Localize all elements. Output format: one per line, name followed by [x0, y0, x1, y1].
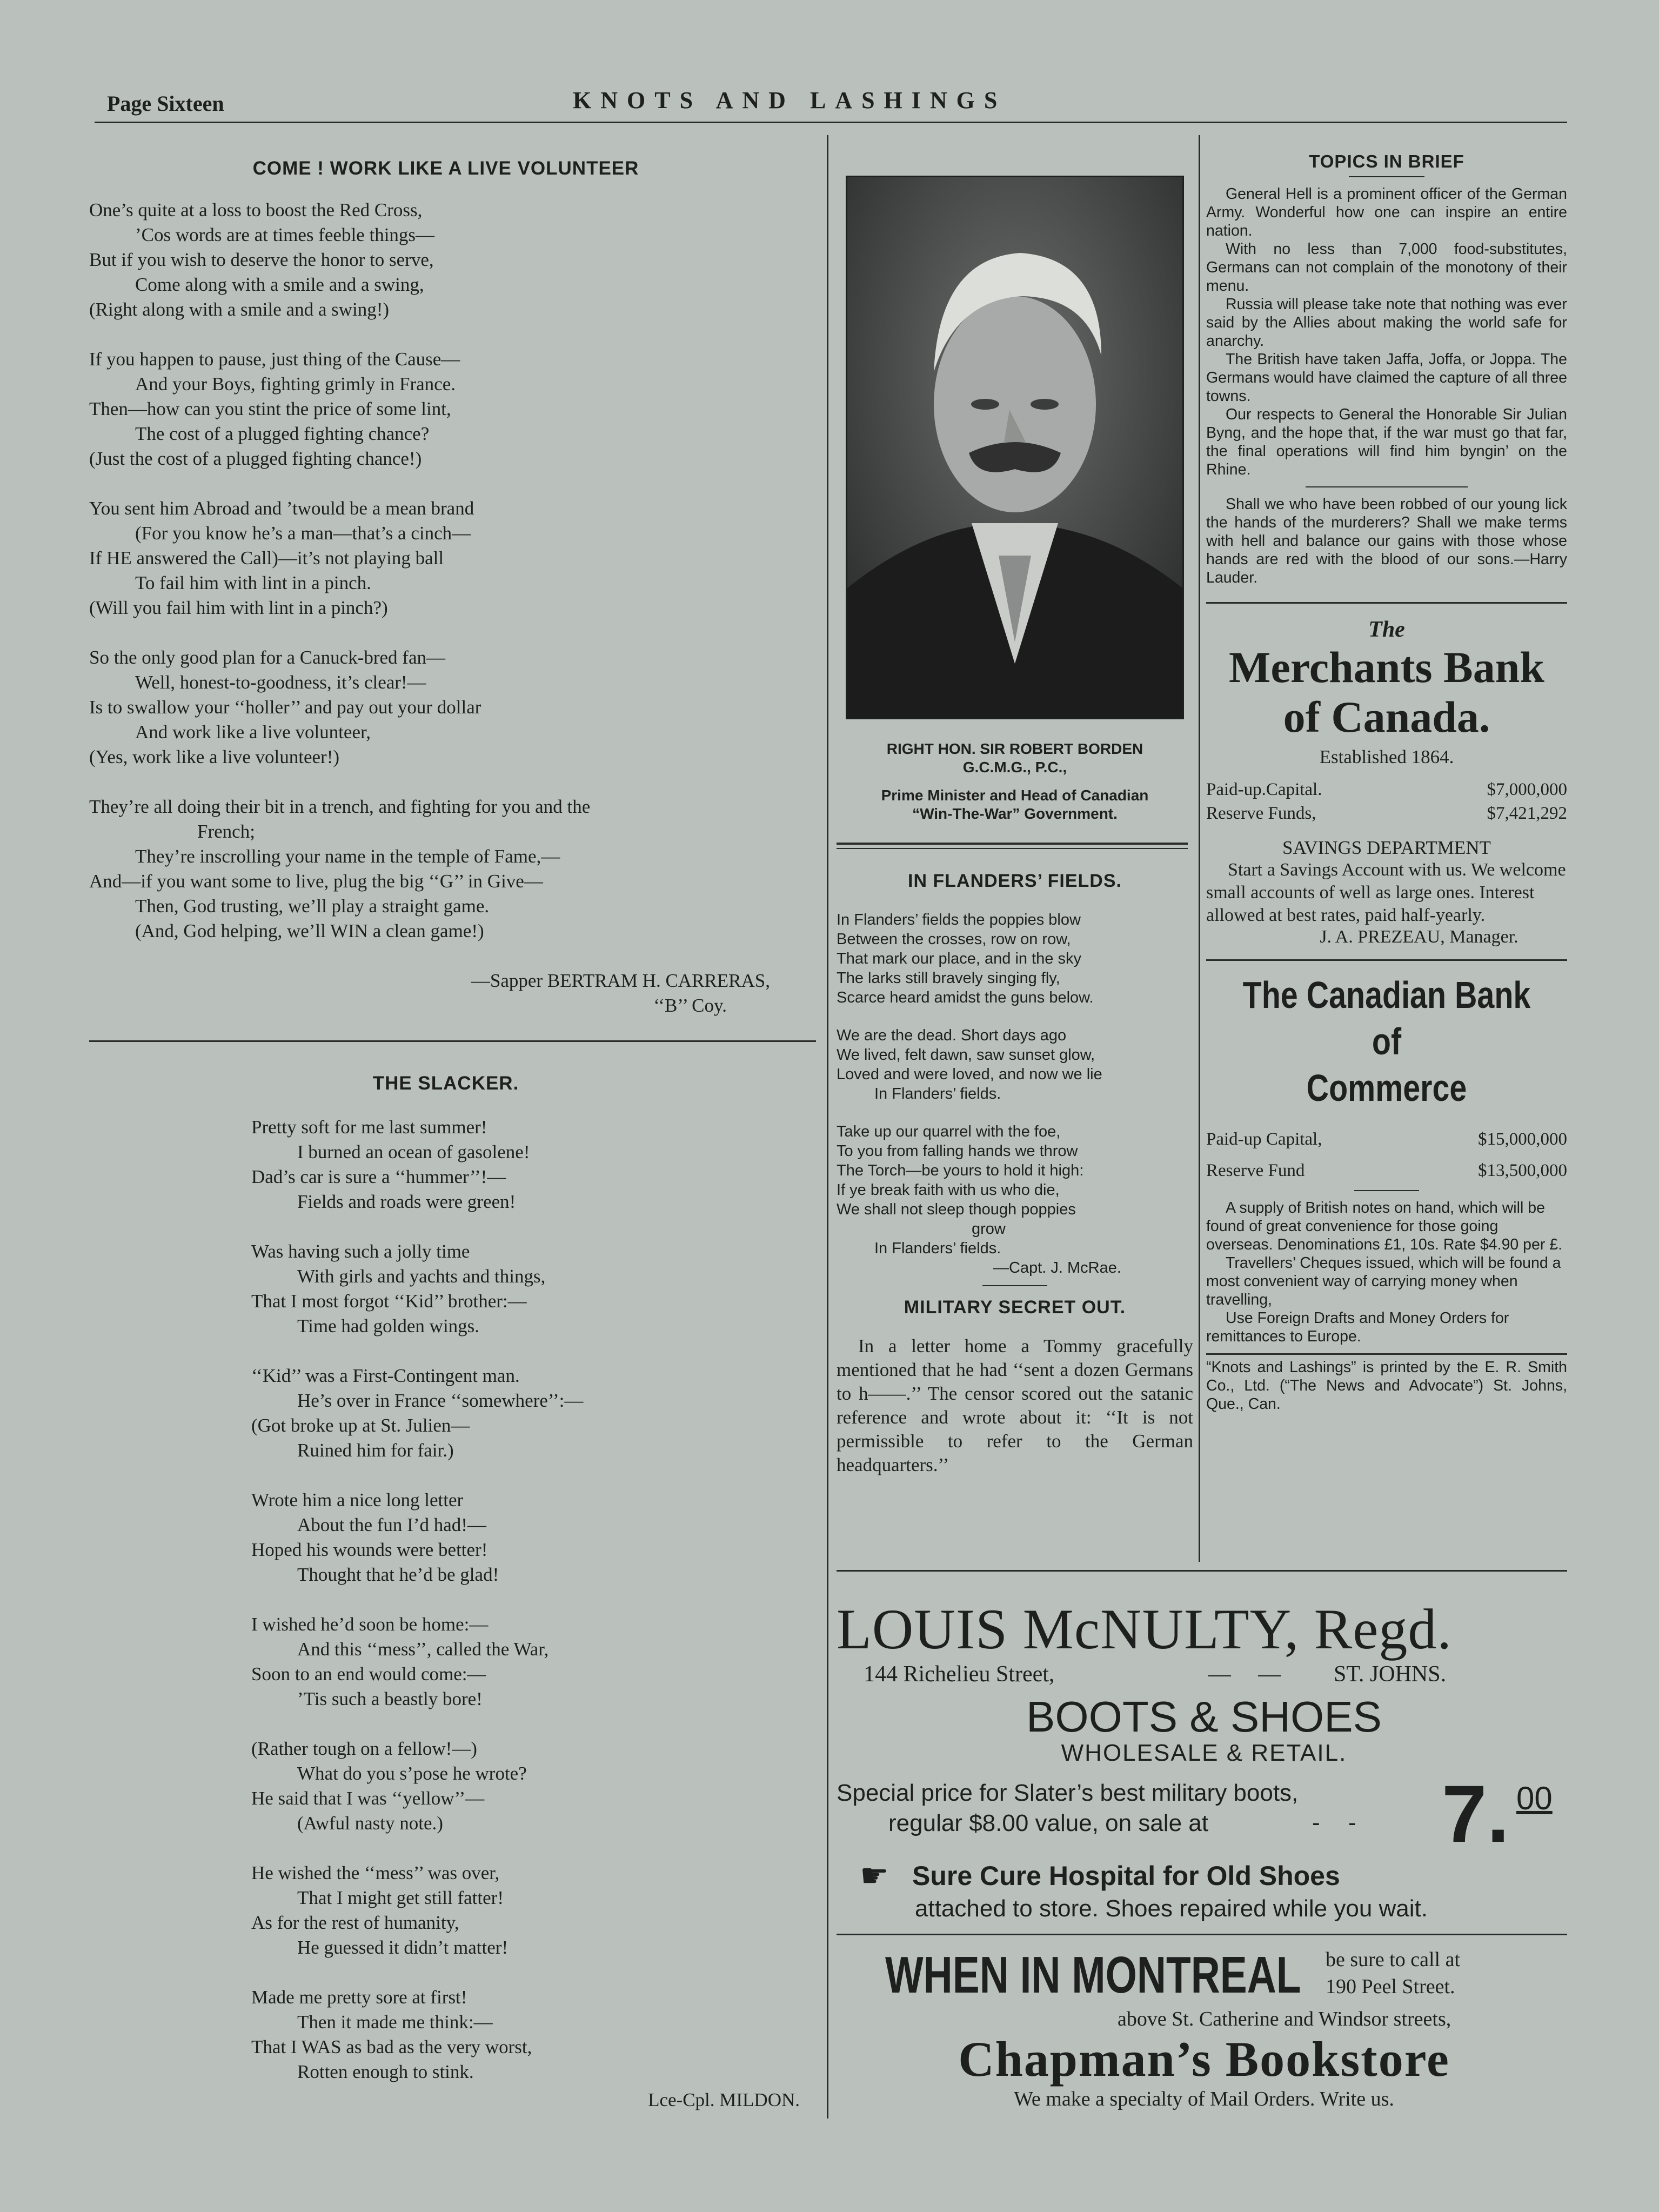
chapman-above: above St. Catherine and Windsor streets,: [1118, 2008, 1451, 2030]
poem-line: ’Cos words are at times feeble things—: [135, 224, 435, 245]
volunteer-title: COME ! WORK LIKE A LIVE VOLUNTEER: [252, 158, 639, 179]
ads-rule: [837, 1570, 1567, 1572]
stanza: [89, 794, 802, 944]
poem-line: But if you wish to deserve the honor to serve,: [89, 249, 434, 270]
poem-line: In Flanders’ fields the poppies blow: [837, 911, 1081, 928]
mcnulty-city: ST. JOHNS.: [1334, 1662, 1447, 1687]
volunteer-stanzas: [89, 198, 802, 944]
commerce-text-1: A supply of British notes on hand, which will be found of great convenience for those going overseas. Denominations £1, 10s. Rate $4.90 per £.: [1206, 1199, 1563, 1253]
poem-line: Ruined him for fair.): [297, 1440, 454, 1461]
merchants-manager: J. A. PREZEAU, Manager.: [1320, 927, 1518, 947]
portrait-image: [847, 177, 1182, 718]
merchants-capital-label: Paid-up.Capital.: [1206, 780, 1322, 799]
stanza: [837, 910, 1193, 1007]
topic-paragraph: The British have taken Jaffa, Joffa, or Joppa. The Germans would have claimed the capture of all three towns.: [1206, 351, 1567, 405]
poem-line: You sent him Abroad and ’twould be a mean brand: [89, 498, 474, 519]
ornament-rule: [982, 1285, 1047, 1286]
borden-portrait: [846, 176, 1184, 719]
chapman-call-2: 190 Peel Street.: [1326, 1975, 1455, 1998]
commerce-capital-value: $15,000,000: [1478, 1130, 1567, 1149]
poem-line: If HE answered the Call)—it’s not playing ball: [89, 547, 444, 569]
topics-ornament: [1349, 176, 1424, 177]
flanders-title: IN FLANDERS’ FIELDS.: [908, 871, 1122, 891]
poem-line: That I WAS as bad as the very worst,: [251, 2036, 532, 2057]
poem-line: (Right along with a smile and a swing!): [89, 299, 390, 320]
topic-paragraph: With no less than 7,000 food-substitutes, Germans can not complain of the monotony of their menu.: [1206, 240, 1567, 295]
chapman-when-row: [837, 1946, 1571, 2005]
poem-line: He’s over in France ‘‘somewhere’’:—: [297, 1390, 584, 1411]
military-title: MILITARY SECRET OUT.: [904, 1297, 1126, 1318]
poem-line: Well, honest-to-goodness, it’s clear!—: [135, 672, 426, 693]
chapman-mail: We make a specialty of Mail Orders. Write us.: [1014, 2088, 1394, 2110]
merchants-reserve-row: [1206, 801, 1567, 825]
merchants-reserve-label: Reserve Funds,: [1206, 804, 1316, 823]
right-column: [1206, 151, 1567, 1413]
poem-line: To you from falling hands we throw: [837, 1142, 1078, 1160]
pointing-hand-icon: ☛: [860, 1858, 889, 1894]
poem-line: (Got broke up at St. Julien—: [251, 1415, 470, 1436]
mcnulty-address-row: [837, 1660, 1571, 1688]
poem-line: Then—how can you stint the price of some lint,: [89, 398, 451, 419]
merchants-reserve-value: $7,421,292: [1487, 804, 1567, 823]
poem-line: (Yes, work like a live volunteer!): [89, 746, 339, 767]
poem-line: If you happen to pause, just thing of the Cause—: [89, 349, 460, 370]
poem-line: With girls and yachts and things,: [297, 1266, 546, 1287]
mcnulty-ad: [837, 1600, 1571, 1923]
poem-line: And—if you want some to live, plug the big ‘‘G’’ in Give—: [89, 871, 543, 892]
flanders-stanzas: [837, 910, 1193, 1258]
portrait-caption-honours: G.C.M.G., P.C.,: [962, 759, 1067, 776]
poem-line: I wished he’d soon be home:—: [251, 1614, 489, 1635]
mcnulty-attached: attached to store. Shoes repaired while you wait.: [915, 1895, 1428, 1922]
commerce-text-2: Travellers’ Cheques issued, which will be found a most convenient way of carrying money when travelling,: [1206, 1254, 1561, 1308]
portrait-caption-title: Prime Minister and Head of Canadian: [881, 787, 1149, 804]
commerce-name-2: Commerce: [1306, 1067, 1467, 1109]
poem-line: The cost of a plugged fighting chance?: [135, 423, 430, 444]
poem-line: Wrote him a nice long letter: [251, 1489, 464, 1511]
topics-paragraphs: [1206, 185, 1567, 479]
mcnulty-wholesale: WHOLESALE & RETAIL.: [1061, 1740, 1347, 1766]
slacker-stanzas: [89, 1115, 802, 2084]
masthead-title: KNOTS AND LASHINGS: [573, 87, 1007, 113]
poem-line: If ye break faith with us who die,: [837, 1181, 1060, 1199]
stanza: [251, 1985, 802, 2084]
volunteer-signature: [89, 968, 802, 1018]
poem-line: In Flanders’ fields.: [874, 1085, 1001, 1102]
slacker-signature: Lce-Cpl. MILDON.: [648, 2089, 800, 2110]
mcnulty-special-2: regular $8.00 value, on sale at: [888, 1810, 1208, 1836]
poem-line: (Awful nasty note.): [297, 1813, 443, 1834]
flanders-signature: —Capt. J. McRae.: [993, 1259, 1121, 1277]
poem-line: Made me pretty sore at first!: [251, 1987, 467, 2008]
poem-line: And work like a live volunteer,: [135, 721, 371, 743]
merchants-bank-ad: [1206, 617, 1567, 947]
volunteer-signature-name: —Sapper BERTRAM H. CARRERAS,: [471, 970, 770, 991]
poem-line: They’re inscrolling your name in the temple of Fame,—: [135, 846, 560, 867]
stanza: [89, 645, 802, 770]
section-rule: [89, 1040, 816, 1042]
mcnulty-special-1: Special price for Slater’s best military boots,: [837, 1780, 1299, 1806]
merchants-established: Established 1864.: [1319, 746, 1454, 767]
poem-line: Then, God trusting, we’ll play a straight game.: [135, 896, 490, 917]
stanza: [89, 198, 802, 322]
portrait-caption-government: “Win-The-War” Government.: [912, 805, 1118, 822]
poem-line: The larks still bravely singing fly,: [837, 970, 1060, 987]
poem-line: That I most forgot ‘‘Kid’’ brother:—: [251, 1291, 527, 1312]
mcnulty-price-cents: 00: [1516, 1780, 1553, 1816]
column-divider-1: [827, 135, 828, 2119]
stanza: [251, 1488, 802, 1587]
poem-line: Pretty soft for me last summer!: [251, 1117, 487, 1138]
poem-line: The Torch—be yours to hold it high:: [837, 1162, 1084, 1179]
mcnulty-name: LOUIS McNULTY, Regd.: [837, 1598, 1452, 1661]
stanza: [251, 1115, 802, 1214]
stanza: [251, 1736, 802, 1836]
poem-line: Soon to an end would come:—: [251, 1663, 486, 1685]
bank-rule-2: [1206, 959, 1567, 961]
header-rule: [95, 122, 1567, 123]
poem-line: That I might get still fatter!: [297, 1887, 504, 1908]
topic-paragraph: General Hell is a prominent officer of the German Army. Wonderful how one can inspire an entire nation.: [1206, 185, 1567, 239]
poem-line: Take up our quarrel with the foe,: [837, 1123, 1061, 1140]
poem-line: He wished the ‘‘mess’’ was over,: [251, 1862, 500, 1883]
poem-line: (Will you fail him with lint in a pinch?): [89, 597, 388, 618]
commerce-bank-ad: [1206, 972, 1567, 1346]
bank-rule: [1206, 602, 1567, 604]
poem-line: Fields and roads were green!: [297, 1191, 516, 1212]
poem-line: Then it made me think:—: [297, 2011, 493, 2033]
poem-line: (For you know he’s a man—that’s a cinch—: [135, 523, 471, 544]
merchants-name-2: of Canada.: [1283, 692, 1490, 741]
center-column: [837, 151, 1193, 1477]
poem-line: Scarce heard amidst the guns below.: [837, 989, 1094, 1006]
mcnulty-dashes: — —: [1208, 1662, 1281, 1687]
commerce-reserve-row: [1206, 1159, 1567, 1182]
commerce-capital-label: Paid-up Capital,: [1206, 1130, 1322, 1149]
stanza: [89, 347, 802, 471]
stanza: [251, 1612, 802, 1712]
poem-line: ’Tis such a beastly bore!: [297, 1688, 483, 1709]
caption-rule-thin: [837, 848, 1188, 849]
poem-line: That mark our place, and in the sky: [837, 950, 1081, 967]
savings-text: Start a Savings Account with us. We welcome small accounts of well as large ones. Interest allowed at best rates, paid half-yearly.: [1206, 860, 1566, 925]
commerce-reserve-label: Reserve Fund: [1206, 1161, 1305, 1180]
chapman-call-1: be sure to call at: [1326, 1948, 1461, 1971]
poem-line: We lived, felt dawn, saw sunset glow,: [837, 1046, 1095, 1064]
poem-line: (Rather tough on a fellow!—): [251, 1738, 477, 1759]
poem-line: Rotten enough to stink.: [297, 2061, 474, 2082]
poem-line: Thought that he’d be glad!: [297, 1564, 499, 1585]
poem-line: ‘‘Kid’’ was a First-Contingent man.: [251, 1365, 520, 1386]
column-divider-2: [1199, 135, 1200, 1562]
poem-line: About the fun I’d had!—: [297, 1514, 486, 1535]
poem-line: And your Boys, fighting grimly in France.: [135, 373, 456, 395]
topics-title: TOPICS IN BRIEF: [1309, 151, 1464, 171]
stanza: [251, 1861, 802, 1960]
volunteer-poem: [89, 158, 802, 1018]
poem-line: What do you s’pose he wrote?: [297, 1763, 527, 1784]
commerce-capital-row: [1206, 1127, 1567, 1151]
mcnulty-hospital-row: [837, 1857, 1571, 1895]
topic-paragraph: Russia will please take note that nothing was ever said by the Allies about making the world safe for anarchy.: [1206, 296, 1567, 350]
stanza: [837, 1026, 1193, 1104]
poem-line: I burned an ocean of gasolene!: [297, 1141, 530, 1162]
poem-line: (Just the cost of a plugged fighting chance!): [89, 448, 422, 469]
chapman-name: Chapman’s Bookstore: [958, 2031, 1450, 2087]
poem-line: They’re all doing their bit in a trench, and fighting for you and the: [89, 796, 591, 817]
poem-line: In Flanders’ fields.: [874, 1240, 1001, 1257]
page-number: Page Sixteen: [107, 91, 224, 116]
chapman-ad: [837, 1946, 1571, 2111]
mcnulty-boots: BOOTS & SHOES: [1026, 1693, 1382, 1741]
poem-line: As for the rest of humanity,: [251, 1912, 459, 1933]
poem-line: We shall not sleep though poppies: [837, 1201, 1076, 1218]
portrait-caption-name: RIGHT HON. SIR ROBERT BORDEN: [886, 740, 1143, 757]
stanza: [837, 1122, 1193, 1258]
topic-paragraph: Our respects to General the Honorable Sir Julian Byng, and the hope that, if the war must go that far, the final operations will find him byngin’ on the Rhine.: [1206, 406, 1567, 478]
chapman-when: WHEN IN MONTREAL: [885, 1946, 1301, 2004]
savings-title: SAVINGS DEPARTMENT: [1282, 837, 1491, 858]
lauder-quote: Shall we who have been robbed of our young lick the hands of the murderers? Shall we make terms with hell and balance our gains with those whose hands are red with the blood of our sons.—Harry Lauder.: [1206, 496, 1567, 586]
poem-line: He said that I was ‘‘yellow’’—: [251, 1788, 485, 1809]
poem-line: So the only good plan for a Canuck-bred fan—: [89, 647, 446, 668]
poem-line: One’s quite at a loss to boost the Red Cross,: [89, 199, 423, 220]
topics-divider: [1306, 486, 1468, 487]
caption-rule: [837, 843, 1188, 845]
poem-line: Is to swallow your ‘‘holler’’ and pay out your dollar: [89, 697, 481, 718]
poem-line: Was having such a jolly time: [251, 1241, 470, 1262]
poem-line: Time had golden wings.: [297, 1315, 480, 1336]
chapman-rule: [837, 1934, 1567, 1935]
printer-rule: [1206, 1353, 1567, 1355]
poem-line: Come along with a smile and a swing,: [135, 274, 424, 295]
volunteer-signature-company: ‘‘B’’ Coy.: [653, 995, 727, 1016]
slacker-poem: [89, 1073, 802, 2113]
merchants-capital-value: $7,000,000: [1487, 780, 1567, 799]
stanza: [251, 1239, 802, 1339]
mcnulty-address: 144 Richelieu Street,: [864, 1662, 1055, 1687]
poem-line: He guessed it didn’t matter!: [297, 1937, 509, 1958]
poem-line: Dad’s car is sure a ‘‘hummer’’!—: [251, 1166, 506, 1187]
mcnulty-price: 7.: [1442, 1768, 1510, 1859]
mcnulty-dashes-2: - -: [1312, 1809, 1356, 1836]
military-text: In a letter home a Tommy gracefully mentioned that he had ‘‘sent a dozen Germans to h——.’’ The censor scored out the satanic reference and wrote about it: ‘‘It is not permissible to refer to the German headquarters.’’: [837, 1335, 1193, 1475]
mcnulty-hospital: Sure Cure Hospital for Old Shoes: [912, 1861, 1340, 1891]
stanza: [89, 496, 802, 620]
poem-line: Loved and were loved, and now we lie: [837, 1066, 1102, 1083]
commerce-text-3: Use Foreign Drafts and Money Orders for remittances to Europe.: [1206, 1309, 1509, 1345]
stanza: [251, 1364, 802, 1463]
poem-line: French;: [197, 821, 255, 842]
commerce-ornament: [1354, 1190, 1419, 1191]
merchants-the: The: [1368, 617, 1405, 642]
commerce-name-1: The Canadian Bank of: [1242, 974, 1531, 1062]
mcnulty-special: [837, 1768, 1571, 1859]
poem-line: grow: [972, 1220, 1006, 1238]
printer-note: “Knots and Lashings” is printed by the E. R. Smith Co., Ltd. (“The News and Advocate”) St. Johns, Que., Can.: [1206, 1359, 1567, 1413]
poem-line: Between the crosses, row on row,: [837, 931, 1071, 948]
merchants-capital-row: [1206, 778, 1567, 801]
merchants-name-1: Merchants Bank: [1229, 643, 1544, 692]
poem-line: (And, God helping, we’ll WIN a clean game!): [135, 920, 484, 941]
poem-line: To fail him with lint in a pinch.: [135, 572, 371, 593]
poem-line: Hoped his wounds were better!: [251, 1539, 488, 1560]
commerce-reserve-value: $13,500,000: [1478, 1161, 1567, 1180]
slacker-title: THE SLACKER.: [372, 1073, 519, 1094]
poem-line: And this ‘‘mess’’, called the War,: [297, 1639, 549, 1660]
poem-line: We are the dead. Short days ago: [837, 1027, 1067, 1044]
